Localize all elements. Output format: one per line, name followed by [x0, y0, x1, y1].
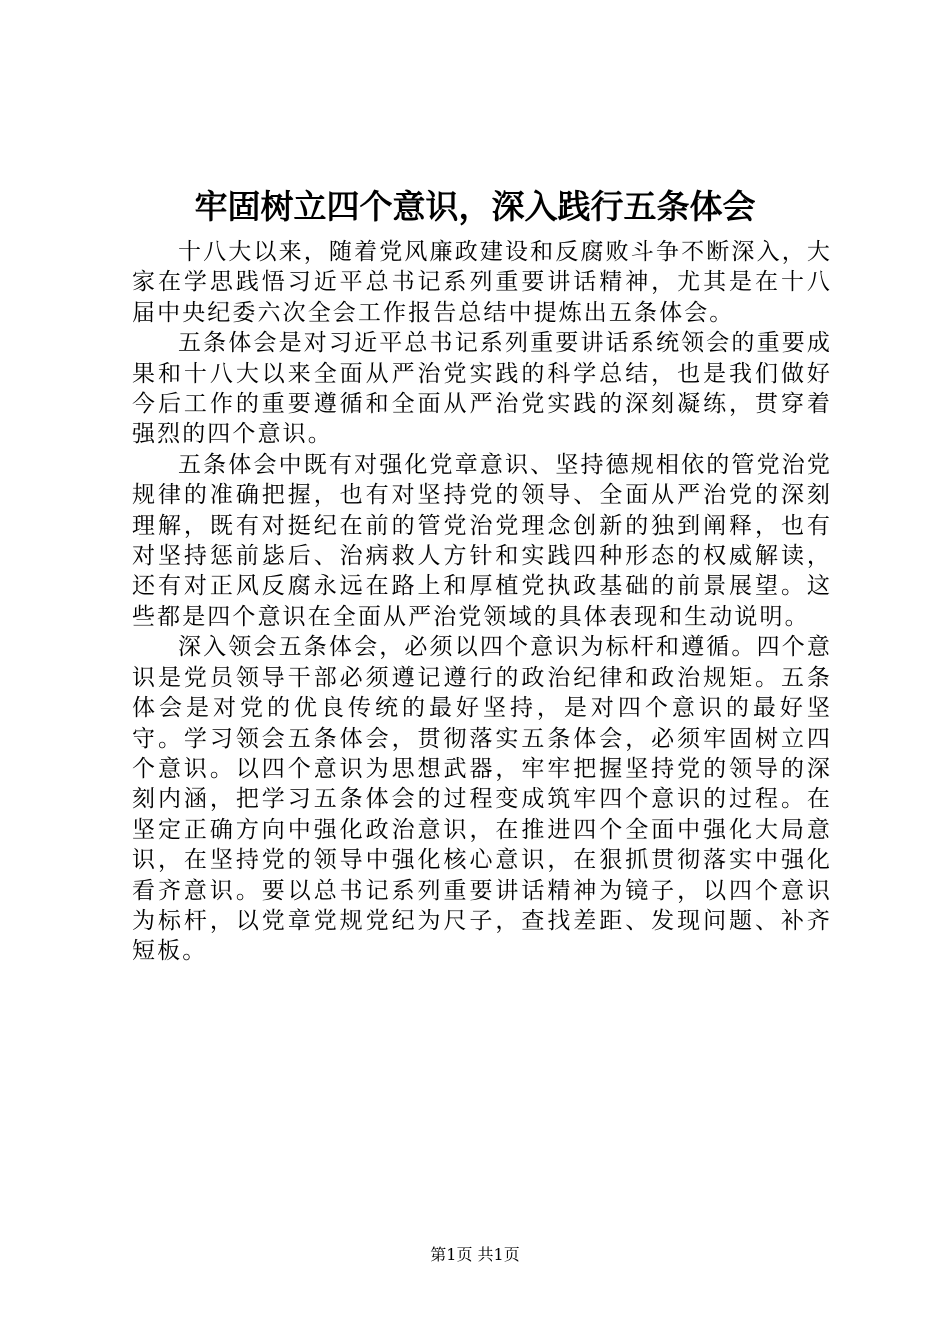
paragraph-1: 十八大以来，随着党风廉政建设和反腐败斗争不断深入，大家在学思践悟习近平总书记系列重要讲话精神，尤其是在十八届中央纪委六次全会工作报告总结中提炼出五条体会。: [132, 239, 832, 326]
paragraph-2: 五条体会是对习近平总书记系列重要讲话系统领会的重要成果和十八大以来全面从严治党实践的科学总结，也是我们做好今后工作的重要遵循和全面从严治党实践的深刻凝练，贯穿着强烈的四个意识。: [132, 330, 832, 448]
paragraph-3: 五条体会中既有对强化党章意识、坚持德规相依的管党治党规律的准确把握，也有对坚持党的领导、全面从严治党的深刻理解，既有对挺纪在前的管党治党理念创新的独到阐释，也有对坚持惩前毖后、治病救人方针和实践四种形态的权威解读，还有对正风反腐永远在路上和厚植党执政基础的前景展望。这些都是四个意识在全面从严治党领域的具体表现和生动说明。: [132, 451, 832, 630]
document-title: 牢固树立四个意识，深入践行五条体会: [194, 187, 756, 226]
document-body: [132, 237, 832, 967]
paragraph-4: 深入领会五条体会，必须以四个意识为标杆和遵循。四个意识是党员领导干部必须遵记遵行的政治纪律和政治规矩。五条体会是对党的优良传统的最好坚持，是对四个意识的最好坚守。学习领会五条体会，贯彻落实五条体会，必须牢固树立四个意识。以四个意识为思想武器，牢牢把握坚持党的领导的深刻内涵，把学习五条体会的过程变成筑牢四个意识的过程。在坚定正确方向中强化政治意识，在推进四个全面中强化大局意识，在坚持党的领导中强化核心意识，在狠抓贯彻落实中强化看齐意识。要以总书记系列重要讲话精神为镜子，以四个意识为标杆，以党章党规党纪为尺子，查找差距、发现问题、补齐短板。: [132, 634, 832, 965]
page-number-footer: 第1页 共1页: [430, 1245, 520, 1264]
